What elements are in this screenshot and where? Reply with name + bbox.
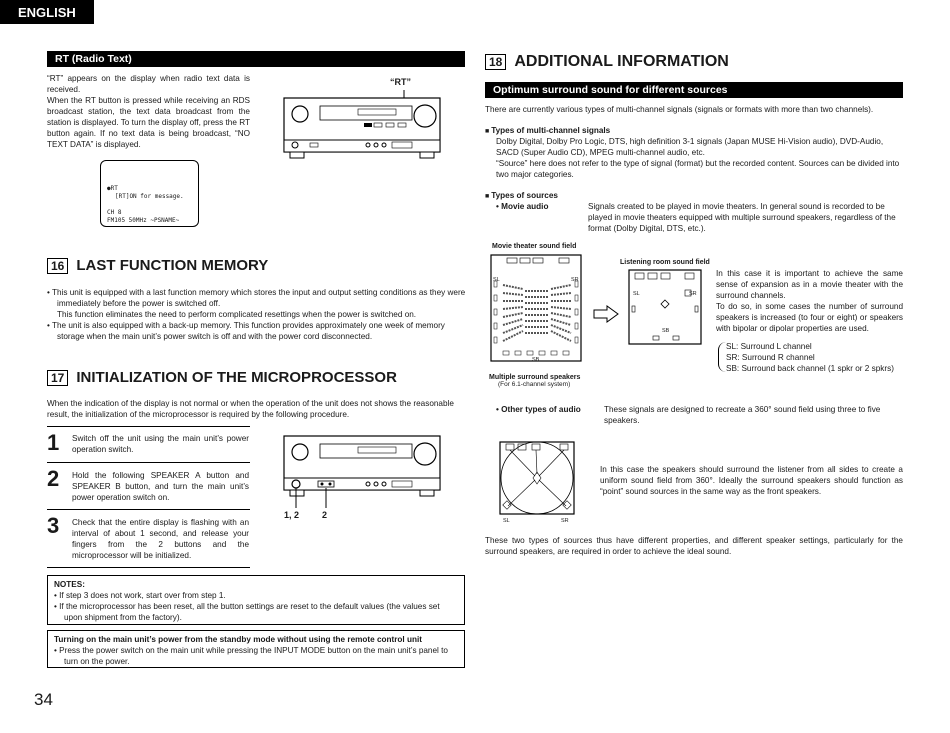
receiver-illustration-init [280, 430, 445, 510]
step-divider [47, 567, 250, 568]
fig-listening-label: Listening room sound field [620, 259, 710, 266]
section-16-body: • This unit is equipped with a last function memory which stores the input and output setting conditions as they were immediately before the power is switched off. This function eliminates the need to perform complicated resettings when the power is switched on. • The unit is also equipped with a back-up memory. This function provides approximately one week of memory storage when the main unit’s power switch is off and with the power cord disconnected. [47, 288, 466, 341]
s16-bullet-2: The unit is also equipped with a back-up memory. This function provides approximately one week of memory storage when the main unit’s power switch is off and with the power cord disconnected. [52, 321, 445, 341]
page-number: 34 [34, 690, 53, 709]
display-line-1: ●RT [107, 185, 118, 192]
fig-theater-label: Movie theater sound field [492, 243, 577, 250]
section-18-heading [485, 51, 729, 73]
arrow-right-icon [593, 305, 619, 323]
section-17-number: 17 [47, 370, 68, 386]
movie-text: Signals created to be played in movie theaters. In general sound is recorded to be played in movie theaters equipped with multiple surround speakers, regardless of the format (Dolby Digital, DTS, etc.). [588, 202, 896, 233]
room-sb-label: SB [662, 328, 670, 334]
rt-description [47, 73, 250, 150]
notes-box: NOTES: • If step 3 does not work, start over from step 1. • If the microprocessor has been reset, all the button settings are reset to the default values (the values set upon shipment from the factory). [47, 575, 465, 625]
listening-room-diagram [627, 268, 705, 348]
standby-bullet: Press the power switch on the main unit while pressing the INPUT MODE button on the main unit’s panel to turn on the power. [59, 646, 448, 666]
closing-text: These two types of sources thus have different properties, and different speaker settings, particularly for the surround speakers, are required in order to achieve the ideal sound. [485, 536, 903, 556]
legend-sr: SR: Surround R channel [726, 353, 815, 362]
fig-multi-label: Multiple surround speakers [489, 374, 581, 381]
room-sl-label: SL [633, 291, 640, 297]
other-sl-label: SL [503, 518, 510, 524]
step-3-text: Check that the entire display is flashing with an interval of about 1 second, and release your fingers from the 2 buttons and the microprocessor will be initialized. [72, 518, 249, 560]
step-1-number: 1 [47, 430, 60, 455]
standby-box: Turning on the main unit’s power from the standby mode without using the remote control unit • Press the power switch on the main unit while pressing the INPUT MODE button on the main unit’s panel to turn on the power. [47, 630, 465, 668]
section-18-title: ADDITIONAL INFORMATION [514, 53, 729, 70]
step-2-number: 2 [47, 466, 60, 491]
section-17-intro: When the indication of the display is not normal or when the operation of the unit does not shows the reasonable result, the initialization of the microprocessor is required by the following procedure. [47, 399, 454, 419]
s16-bullet-1: This unit is equipped with a last function memory which stores the input and output setting conditions as they were immediately before the power is switched off. [52, 288, 466, 308]
section-17-heading [47, 368, 397, 388]
listening-text-1: In this case it is important to achieve the same sense of expansion as in a movie theater with the surround channels. [716, 269, 903, 300]
display-line-4: FM105 50MHz ~PSNAME~ [107, 217, 180, 224]
label-step-2: 2 [322, 510, 328, 520]
other-text: These signals are designed to recreate a 360° sound field using three to five speakers. [604, 405, 881, 425]
section-16-heading [47, 256, 268, 276]
listening-text [716, 268, 903, 334]
section-16-title: LAST FUNCTION MEMORY [76, 257, 269, 274]
rt-display-panel [100, 160, 199, 227]
sources-title: Types of sources [491, 191, 558, 200]
legend-sb: SB: Surround back channel (1 spkr or 2 spkrs) [726, 364, 894, 373]
fig-multi-sublabel: (For 6.1-channel system) [498, 381, 571, 388]
receiver-illustration-rt [280, 88, 445, 164]
360-sound-field-diagram [494, 438, 580, 520]
theater-sb-label: SB [532, 357, 540, 363]
section-18-number: 18 [485, 54, 506, 70]
rt-section-bar: RT (Radio Text) [47, 51, 465, 67]
speaker-legend [726, 341, 894, 374]
rt-para-2: When the RT button is pressed while receiving an RDS broadcast station, the text data broadcast from the station is displayed. To turn the display off, press the RT button again. If no text data is being broadcast, “NO TEXT DATA” is displayed. [47, 96, 250, 149]
listening-text-2: To do so, in some cases the number of surround speakers is increased (to four or eight) or speakers with bipolar or dipolar properties are used. [716, 302, 903, 333]
step-divider [47, 426, 250, 427]
s16-bullet-1b: This function eliminates the need to perform complicated resettings when the power is switched on. [57, 310, 417, 319]
surround-bar: Optimum surround sound for different sources [485, 82, 903, 98]
step-1-text: Switch off the unit using the main unit’s power operation switch. [72, 434, 249, 454]
types-title: Types of multi-channel signals [491, 126, 611, 135]
theater-sl-label: SL [493, 277, 500, 283]
note-1: If step 3 does not work, start over from step 1. [59, 591, 226, 600]
movie-label: • Movie audio [496, 202, 549, 211]
section-17-title: INITIALIZATION OF THE MICROPROCESSOR [76, 369, 397, 386]
other-text-2: In this case the speakers should surround the listener from all sides to create a uniform sound field from 360°. Ideally the surround speakers should function as “point” sound sources in the same way as the front speakers. [600, 465, 903, 496]
legend-sl: SL: Surround L channel [726, 342, 812, 351]
rt-para-1: “RT” appears on the display when radio text data is received. [47, 74, 250, 94]
other-label: • Other types of audio [496, 405, 581, 414]
room-sr-label: SR [689, 291, 697, 297]
standby-title: Turning on the main unit’s power from the standby mode without using the remote control unit [54, 635, 422, 644]
rt-callout: “RT” [390, 77, 411, 87]
step-divider [47, 462, 250, 463]
note-2: If the microprocessor has been reset, all the button settings are reset to the default values (the values set upon shipment from the factory). [59, 602, 440, 622]
other-sr-label: SR [561, 518, 569, 524]
step-divider [47, 509, 250, 510]
step-2-text: Hold the following SPEAKER A button and SPEAKER B button, and turn the main unit’s power operation switch on. [72, 471, 249, 502]
s18-intro: There are currently various types of multi-channel signals (signals or formats with more than two channels). [485, 105, 874, 114]
label-steps-1-2: 1, 2 [284, 510, 300, 520]
display-line-2: [RT]ON for message. [115, 193, 184, 200]
display-line-3: CH 8 [107, 209, 122, 216]
step-3-number: 3 [47, 513, 60, 538]
types-text-2: “Source” here does not refer to the type of signal (format) but the recorded content. Sources can be divided into two major categories. [496, 159, 900, 179]
types-body [496, 136, 904, 180]
theater-sr-label: SR [571, 277, 579, 283]
notes-title: NOTES: [54, 580, 85, 589]
movie-theater-diagram [489, 253, 585, 371]
section-16-number: 16 [47, 258, 68, 274]
types-text: Dolby Digital, Dolby Pro Logic, DTS, high definition 3-1 signals (Japan MUSE Hi-Vision audio), DVD-Audio, SACD (Super Audio CD), MPEG multi-channel audio, etc. [496, 137, 884, 157]
language-tab: ENGLISH [0, 0, 94, 24]
